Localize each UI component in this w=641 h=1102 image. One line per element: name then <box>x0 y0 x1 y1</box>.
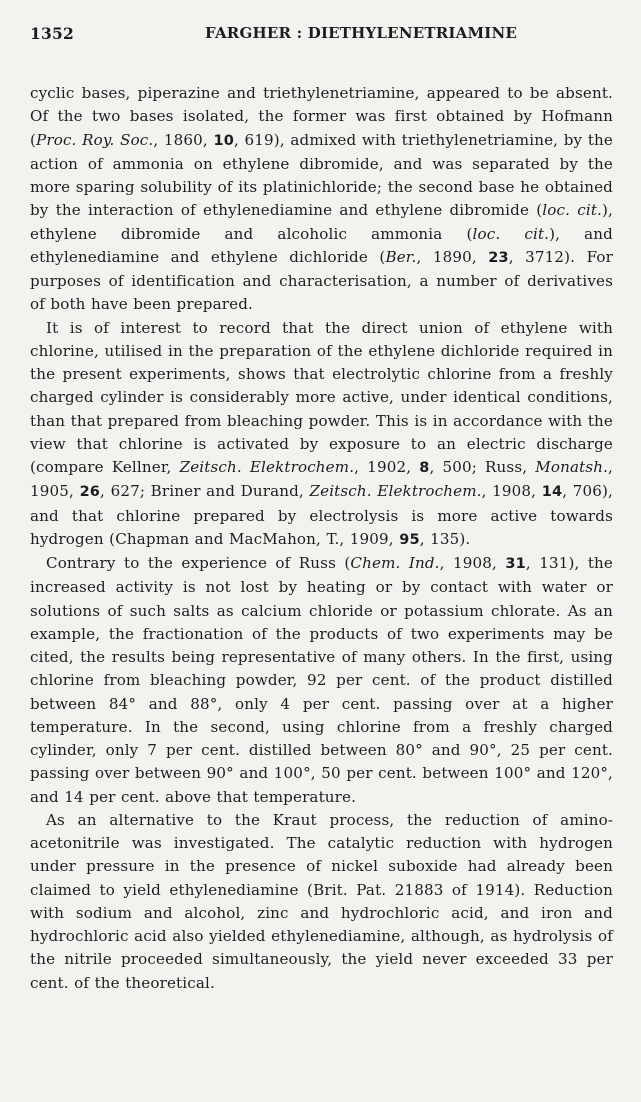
text-run: , 1905, <box>30 458 613 501</box>
volume-number: 14 <box>541 484 563 501</box>
volume-number: 23 <box>488 249 509 266</box>
paragraph <box>30 82 613 317</box>
citation-title: loc. cit. <box>542 201 602 220</box>
citation-title: Ber. <box>385 247 417 266</box>
volume-number: 8 <box>419 460 430 476</box>
text-run: , 3712). For purposes of identification and characterisation, a number of derivatives of both have been prepared. <box>30 247 613 314</box>
paragraph <box>30 317 613 553</box>
text-run: , 1908, <box>481 482 542 501</box>
text-run: , 135). <box>419 529 471 548</box>
paragraph <box>30 809 613 995</box>
citation-title: Zeitsch. Elektrochem. <box>179 458 355 476</box>
text-run: It is of interest to record that the direct union of ethylene with chlorine, utilised in the preparation of the ethylene dichloride required in the present experiments, shows that electrolytic chlorine from a freshly charged cylinder is considerably more active, under identical conditions, than that prepared from bleaching powder. This is in accordance with the view that chlorine is activated by exposure to an electric discharge (compare Kellner, <box>30 318 613 476</box>
citation-title: loc. cit. <box>472 224 550 243</box>
citation-title: Monatsh. <box>535 458 609 476</box>
text-run: , 500; Russ, <box>429 458 536 476</box>
text-run: , 1908, <box>439 554 506 572</box>
volume-number: 95 <box>399 531 420 548</box>
citation-title: Chem. Ind. <box>350 554 440 572</box>
volume-number: 26 <box>79 484 101 501</box>
text-run: ), and ethylenediamine and ethylene dichloride ( <box>30 224 613 266</box>
text-run: , 131), the increased activity is not lost by heating or by contact with water or solutions of such salts as calcium chloride or potassium chlorate. As an example, the fractionation of the products of two experiments may be cited, the results being representative of many others. In the first, using chlorine from bleaching powder, 92 per cent. of the product distilled between 84° and 88°, only 4 per cent. passing over at a higher temperature. In the second, using chlorine from a freshly charged cylinder, only 7 per cent. distilled between 80° and 90°, 25 per cent. passing over between 90° and 100°, 50 per cent. between 100° and 120°, and 14 per cent. above that temperature. <box>30 554 614 806</box>
text-run: , 1890, <box>416 247 489 266</box>
page-number: 1352 <box>30 24 74 43</box>
volume-number: 31 <box>505 556 526 572</box>
text-run: ), ethylene dibromide and alcoholic ammonia ( <box>30 201 613 243</box>
text-run: , 627; Briner and Durand, <box>100 482 310 501</box>
text-run: , 619), admixed with triethylenetriamine, by the action of ammonia on ethylene dibromide, and was separated by the more sparing solubility of its platinichloride; the second base he obtained by the interaction of ethylenediamine and ethylene dibromide ( <box>30 130 613 220</box>
running-head: FARGHER : DIETHYLENETRIAMINE <box>205 24 518 42</box>
volume-number: 10 <box>213 132 234 149</box>
text-run: cyclic bases, piperazine and triethylenetriamine, appeared to be absent. Of the two bases isolated, the former was first obtained by Hofmann ( <box>30 84 613 149</box>
text-run: , 1860, <box>153 130 214 149</box>
body-text <box>30 82 613 995</box>
text-run: Contrary to the experience of Russ ( <box>46 554 351 572</box>
paragraph <box>30 552 613 809</box>
page-header <box>30 24 611 50</box>
text-run: As an alternative to the Kraut process, the reduction of aminoacetonitrile was investigated. The catalytic reduction with hydrogen under pressure in the presence of nickel suboxide had already been claimed to yield ethylenediamine (Brit. Pat. 21883 of 1914). Reduction with sodium and alcohol, zinc and hydrochloric acid, and iron and hydrochloric acid also yielded ethylenediamine, although, as hydrolysis of the nitrile proceeded simultaneously, the yield never exceeded 33 per cent. of the theoretical. <box>30 810 613 992</box>
citation-title: Proc. Roy. Soc. <box>36 130 154 149</box>
text-run: , 1902, <box>354 458 420 476</box>
citation-title: Zeitsch. Elektrochem. <box>309 482 482 501</box>
text-run: , 706), and that chlorine prepared by electrolysis is more active towards hydrogen (Chapman and MacMahon, T., 1909, <box>30 482 613 548</box>
